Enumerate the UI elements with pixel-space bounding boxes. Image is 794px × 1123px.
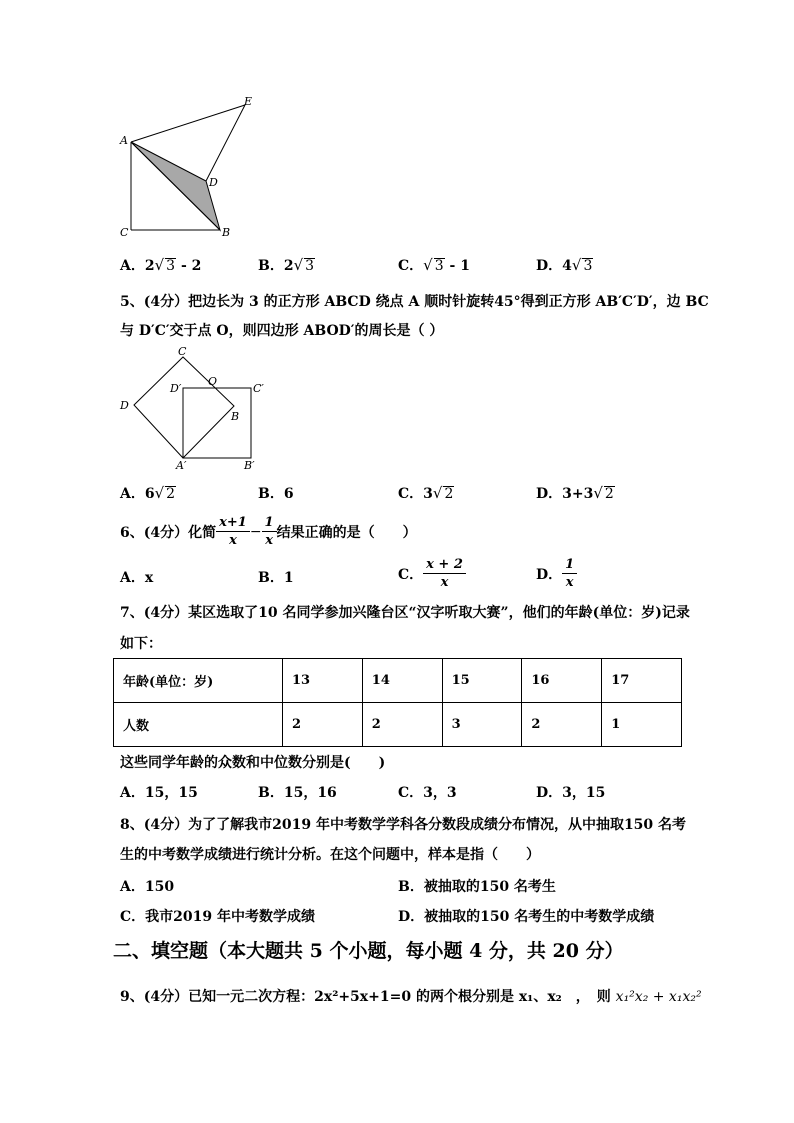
q5-label-bprime: B′ — [244, 459, 255, 472]
q8-text-line1: 8、(4分）为了了解我市2019 年中考数学学科各分数段成绩分布情况，从中抽取150 名考 — [120, 817, 687, 833]
q5-label-c: C — [178, 345, 187, 358]
q8-option-a[interactable]: A．150 — [120, 879, 175, 895]
section-heading: 二、填空题（本大题共 5 个小题，每小题 4 分，共 20 分） — [113, 940, 624, 962]
q5-label-dprime: D′ — [170, 382, 182, 395]
q6-text: 6、(4分）化简 $\frac{x+1}{x}$ − $\frac{1}{x}$ 结果正确的是（ ） — [120, 515, 417, 548]
table-cell: 16 — [522, 659, 602, 703]
q4-option-a[interactable]: A．2√ 3 - 2 — [120, 256, 202, 274]
table-row — [114, 659, 682, 703]
q4-option-c[interactable]: C．√ 3 - 1 — [398, 256, 470, 274]
table-cell: 17 — [602, 659, 682, 703]
q4-option-d[interactable]: D．4√ 3 — [536, 256, 593, 274]
q4-label-b: B — [222, 226, 231, 239]
q9-text: 9、(4分）已知一元二次方程：2x²+5x+1=0 的两个根分别是 x₁、x₂ ， 则 x₁²x₂ + x₁x₂² — [120, 989, 702, 1005]
q5-label-o: O — [208, 375, 218, 388]
q7-text-line2: 如下： — [120, 636, 162, 652]
q5-label-b: B — [231, 410, 240, 423]
q5-option-b[interactable]: B．6 — [258, 486, 294, 502]
q4-label-d: D — [209, 176, 218, 189]
q5-option-d[interactable]: D．3+3√ 2 — [536, 484, 614, 502]
table-cell: 2 — [522, 703, 602, 747]
q7-option-c[interactable]: C．3，3 — [398, 785, 457, 801]
q4-figure — [110, 92, 260, 242]
q5-text-line1: 5、(4分）把边长为 3 的正方形 ABCD 绕点 A 顺时针旋转45°得到正方形 AB′C′D′，边 BC — [120, 294, 709, 310]
q7-option-b[interactable]: B．15，16 — [258, 785, 337, 801]
q5-option-c[interactable]: C．3√ 2 — [398, 484, 454, 502]
q7-option-d[interactable]: D．3，15 — [536, 785, 606, 801]
q4-option-b[interactable]: B．2√ 3 — [258, 256, 315, 274]
q9-expression: x₁²x₂ + x₁x₂² — [615, 989, 702, 1005]
table-cell: 2 — [362, 703, 442, 747]
q6-option-d[interactable]: D． $\frac{1}{x}$ — [536, 556, 577, 591]
table-cell: 3 — [442, 703, 522, 747]
q6-fraction-2: $\frac{1}{x}$ — [262, 514, 277, 549]
table-cell: 2 — [283, 703, 363, 747]
table-cell: 1 — [602, 703, 682, 747]
q7-option-a[interactable]: A．15，15 — [120, 785, 198, 801]
q5-label-d: D — [120, 399, 129, 412]
table-cell: 15 — [442, 659, 522, 703]
q7-text-line1: 7、(4分）某区选取了10 名同学参加兴隆台区“汉字听取大赛”，他们的年龄(单位：岁)记录 — [120, 605, 690, 621]
q4-label-a: A — [120, 134, 128, 147]
q5-text-line2: 与 D′C′交于点 O，则四边形 ABOD′的周长是（ ） — [120, 323, 444, 339]
table-cell: 13 — [283, 659, 363, 703]
q6-option-a[interactable]: A．x — [120, 570, 154, 586]
q7-question: 这些同学年龄的众数和中位数分别是( ) — [120, 755, 386, 771]
q5-figure — [110, 342, 270, 472]
q8-option-b[interactable]: B．被抽取的150 名考生 — [398, 879, 556, 895]
q8-option-c[interactable]: C．我市2019 年中考数学成绩 — [120, 909, 315, 925]
q5-label-cprime: C′ — [253, 382, 264, 395]
q8-text-line2: 生的中考数学成绩进行统计分析。在这个问题中，样本是指（ ） — [120, 847, 540, 863]
q4-label-e: E — [244, 95, 253, 108]
q4-label-c: C — [120, 226, 129, 239]
q6-option-c[interactable]: C． $\frac{x + 2}{x}$ — [398, 556, 466, 591]
q6-fraction-1: $\frac{x+1}{x}$ — [216, 514, 250, 549]
table-cell: 年龄(单位：岁) — [114, 659, 283, 703]
q8-option-d[interactable]: D．被抽取的150 名考生的中考数学成绩 — [398, 909, 655, 925]
table-row — [114, 703, 682, 747]
q5-option-a[interactable]: A．6√ 2 — [120, 484, 176, 502]
table-cell: 14 — [362, 659, 442, 703]
table-cell: 人数 — [114, 703, 283, 747]
q7-age-table — [113, 658, 682, 747]
q5-label-aprime: A′ — [176, 459, 187, 472]
q6-option-b[interactable]: B．1 — [258, 570, 294, 586]
